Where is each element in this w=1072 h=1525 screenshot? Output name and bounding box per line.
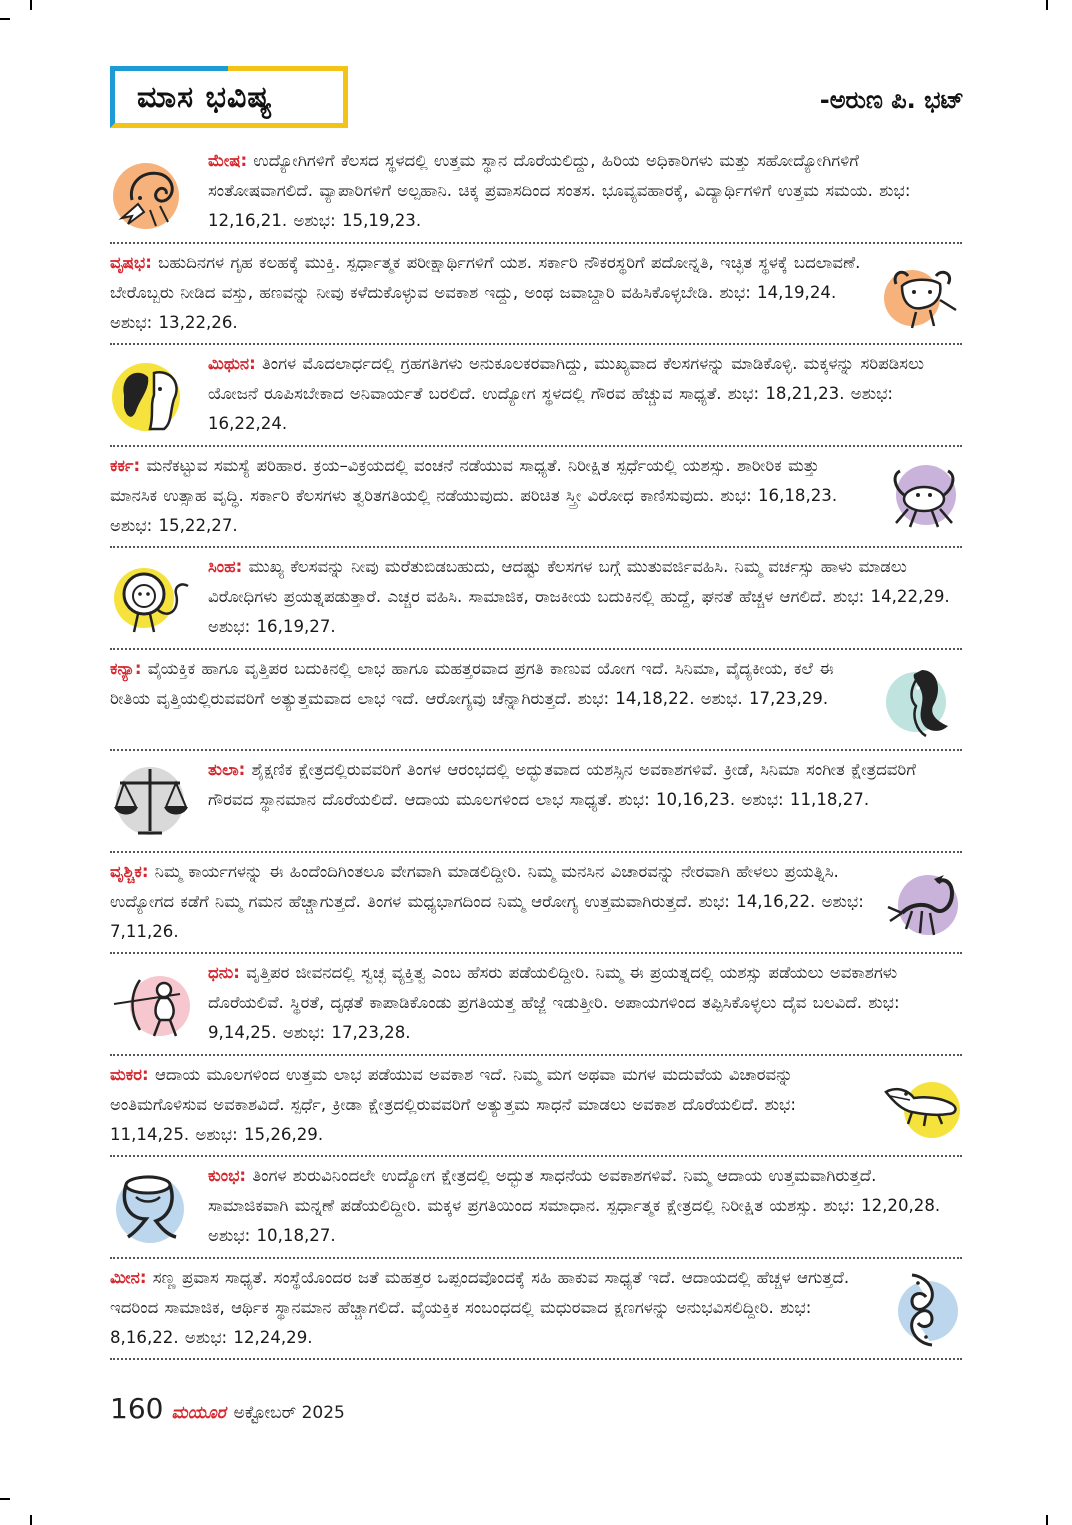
- sign-name: ವೃಶ್ಚಿಕ:: [110, 861, 149, 881]
- entry-text: [110, 654, 870, 714]
- prediction-text: ಮನೆಕಟ್ಟುವ ಸಮಸ್ಯೆ ಪರಿಹಾರ. ಕ್ರಯ–ವಿಕ್ರಯದಲ್ಲಿ ವಂಚನೆ ನಡೆಯುವ ಸಾಧ್ಯತೆ. ನಿರೀಕ್ಷಿತ ಸ್ಪರ್ಧೆಯಲ್ಲಿ ಯಶಸ್ಸು. ಶಾರೀರಿಕ ಮತ್ತು ಮಾನಸಿಕ ಉತ್ಸಾಹ ವೃದ್ಧಿ. ಸರ್ಕಾರಿ ಕೆಲಸಗಳು ತ್ವರಿತಗತಿಯಲ್ಲಿ ನಡೆಯುವುದು. ಪರಿಚಿತ ಸ್ತ್ರೀ ವಿರೋಧ ಕಾಣಿಸುವುದು. ಶುಭ: 16,18,23. ಅಶುಭ: 15,22,27.: [110, 455, 838, 535]
- sign-name: ಮೇಷ:: [208, 151, 248, 170]
- crop-mark: [0, 1498, 10, 1500]
- entry-gemini: [110, 345, 962, 447]
- entry-text: [110, 1060, 870, 1150]
- entry-cancer: [110, 447, 962, 549]
- issue-date: ಅಕ್ಟೋಬರ್ 2025: [233, 1403, 345, 1423]
- crop-mark: [30, 0, 32, 10]
- scales-icon: [110, 761, 190, 841]
- prediction-text: ತಿಂಗಳ ಶುರುವಿನಿಂದಲೇ ಉದ್ಯೋಗ ಕ್ಷೇತ್ರದಲ್ಲಿ ಅದ್ಭುತ ಸಾಧನೆಯ ಅವಕಾಶಗಳಿವೆ. ನಿಮ್ಮ ಆದಾಯ ಉತ್ತಮವಾಗಿರುತ್ತದೆ. ಸಾಮಾಜಿಕವಾಗಿ ಮನ್ನಣೆ ಪಡೆಯಲಿದ್ದೀರಿ. ಮಕ್ಕಳ ಪ್ರಗತಿಯಿಂದ ಸಮಾಧಾನ. ಸ್ಪರ್ಧಾತ್ಮಕ ಕ್ಷೇತ್ರದಲ್ಲಿ ನಿರೀಕ್ಷಿತ ಯಶಸ್ಸು. ಶುಭ: 12,20,28. ಅಶುಭ: 10,18,27.: [208, 1166, 941, 1245]
- prediction-text: ಆದಾಯ ಮೂಲಗಳಿಂದ ಉತ್ತಮ ಲಾಭ ಪಡೆಯುವ ಅವಕಾಶ ಇದೆ. ನಿಮ್ಮ ಮಗ ಅಥವಾ ಮಗಳ ಮದುವೆಯ ವಿಚಾರವನ್ನು ಅಂತಿಮಗೊಳಿಸುವ ಅವಕಾಶವಿದೆ. ಸ್ಪರ್ಧೆ, ಕ್ರೀಡಾ ಕ್ಷೇತ್ರದಲ್ಲಿರುವವರಿಗೆ ಅತ್ಯುತ್ತಮ ಸಾಧನೆ ಮಾಡಲು ಅವಕಾಶ ದೊರೆಯಲಿದೆ. ಶುಭ: 11,14,25. ಅಶುಭ: 15,26,29.: [110, 1064, 796, 1144]
- prediction-text: ಮುಖ್ಯ ಕೆಲಸವನ್ನು ನೀವು ಮರೆತುಬಿಡಬಹುದು, ಆದಷ್ಟು ಕೆಲಸಗಳ ಬಗ್ಗೆ ಮುತುವರ್ಜಿವಹಿಸಿ. ನಿಮ್ಮ ವರ್ಚಸ್ಸು ಹಾಳು ಮಾಡಲು ವಿರೋಧಿಗಳು ಪ್ರಯತ್ನಪಡುತ್ತಾರೆ. ಎಚ್ಚರ ವಹಿಸಿ. ಸಾಮಾಜಿಕ, ರಾಜಕೀಯ ಬದುಕಿನಲ್ಲಿ ಹುದ್ದೆ, ಘನತೆ ಹೆಚ್ಚಳ ಆಗಲಿದೆ. ಶುಭ: 14,22,29. ಅಶುಭ: 16,19,27.: [208, 557, 950, 636]
- entry-virgo: [110, 650, 962, 752]
- scorpion-icon: [882, 863, 962, 943]
- entry-leo: [110, 548, 962, 650]
- entry-sagittarius: [110, 954, 962, 1056]
- twins-icon: [110, 355, 190, 435]
- entry-text: [208, 349, 962, 439]
- crop-mark: [1046, 1515, 1048, 1525]
- prediction-text: ತಿಂಗಳ ಮೊದಲಾರ್ಧದಲ್ಲಿ ಗ್ರಹಗತಿಗಳು ಅನುಕೂಲಕರವಾಗಿದ್ದು, ಮುಖ್ಯವಾದ ಕೆಲಸಗಳನ್ನು ಮಾಡಿಕೊಳ್ಳಿ. ಮಕ್ಕಳನ್ನು ಸರಿಪಡಿಸಲು ಯೋಜನೆ ರೂಪಿಸಬೇಕಾದ ಅನಿವಾರ್ಯತೆ ಬರಲಿದೆ. ಉದ್ಯೋಗ ಸ್ಥಳದಲ್ಲಿ ಗೌರವ ಹೆಚ್ಚುವ ಸಾಧ್ಯತೆ. ಶುಭ: 18,21,23. ಅಶುಭ: 16,22,24.: [208, 354, 925, 433]
- entry-taurus: [110, 244, 962, 346]
- crop-mark: [0, 18, 10, 20]
- sign-name: ಮೀನ:: [110, 1267, 147, 1287]
- sign-name: ಧನು:: [208, 963, 240, 982]
- entry-text: [208, 552, 962, 642]
- ram-icon: [110, 152, 190, 232]
- sign-name: ಮಿಥುನ:: [208, 354, 256, 373]
- prediction-text: ಸಣ್ಣ ಪ್ರವಾಸ ಸಾಧ್ಯತೆ. ಸಂಸ್ಥೆಯೊಂದರ ಜತೆ ಮಹತ್ತರ ಒಪ್ಪಂದವೊಂದಕ್ಕೆ ಸಹಿ ಹಾಕುವ ಸಾಧ್ಯತೆ ಇದೆ. ಆದಾಯದಲ್ಲಿ ಹೆಚ್ಚಳ ಆಗುತ್ತದೆ. ಇದರಿಂದ ಸಾಮಾಜಿಕ, ಆರ್ಥಿಕ ಸ್ಥಾನಮಾನ ಹೆಚ್ಚಾಗಲಿದೆ. ವೈಯಕ್ತಿಕ ಸಂಬಂಧದಲ್ಲಿ ಮಧುರವಾದ ಕ್ಷಣಗಳನ್ನು ಅನುಭವಿಸಲಿದ್ದೀರಿ. ಶುಭ: 8,16,22. ಅಶುಭ: 12,24,29.: [110, 1267, 850, 1347]
- entry-text: [110, 248, 870, 338]
- entry-text: [110, 857, 870, 947]
- sign-name: ಕರ್ಕ:: [110, 455, 141, 475]
- prediction-text: ಉದ್ಯೋಗಿಗಳಿಗೆ ಕೆಲಸದ ಸ್ಥಳದಲ್ಲಿ ಉತ್ತಮ ಸ್ಥಾನ ದೊರೆಯಲಿದ್ದು, ಹಿರಿಯ ಅಧಿಕಾರಿಗಳು ಮತ್ತು ಸಹೋದ್ಯೋಗಿಗಳಿಗೆ ಸಂತೋಷವಾಗಲಿದೆ. ವ್ಯಾಪಾರಿಗಳಿಗೆ ಅಲ್ಪಹಾನಿ. ಚಿಕ್ಕ ಪ್ರವಾಸದಿಂದ ಸಂತಸ. ಭೂವ್ಯವಹಾರಕ್ಕೆ, ವಿದ್ಯಾರ್ಥಿಗಳಿಗೆ ಉತ್ತಮ ಸಮಯ. ಶುಭ: 12,16,21. ಅಶುಭ: 15,19,23.: [208, 151, 911, 230]
- entry-aries: [110, 142, 962, 244]
- entry-text: [208, 755, 962, 815]
- archer-icon: [110, 964, 190, 1044]
- entry-text: [208, 1161, 962, 1251]
- entry-text: [208, 958, 962, 1048]
- magazine-name: ಮಯೂರ: [171, 1403, 226, 1423]
- horoscope-list: [110, 142, 962, 1360]
- prediction-text: ಶೈಕ್ಷಣಿಕ ಕ್ಷೇತ್ರದಲ್ಲಿರುವವರಿಗೆ ತಿಂಗಳ ಆರಂಭದಲ್ಲಿ ಅದ್ಭುತವಾದ ಯಶಸ್ಸಿನ ಅವಕಾಶಗಳಿವೆ. ಕ್ರೀಡೆ, ಸಿನಿಮಾ ಸಂಗೀತ ಕ್ಷೇತ್ರದವರಿಗೆ ಗೌರವದ ಸ್ಥಾನಮಾನ ದೊರೆಯಲಿದೆ. ಆದಾಯ ಮೂಲಗಳಿಂದ ಲಾಭ ಸಾಧ್ಯತೆ. ಶುಭ: 10,16,23. ಅಶುಭ: 11,18,27.: [208, 760, 916, 809]
- sign-name: ಸಿಂಹ:: [208, 557, 243, 576]
- entry-capricorn: [110, 1056, 962, 1158]
- sign-name: ಕುಂಭ:: [208, 1166, 247, 1185]
- page-footer: [110, 1392, 345, 1425]
- page-number: 160: [110, 1392, 164, 1425]
- crop-mark: [30, 1515, 32, 1525]
- crab-icon: [882, 457, 962, 537]
- sign-name: ಮಕರ:: [110, 1064, 149, 1084]
- bull-icon: [882, 254, 962, 334]
- prediction-text: ವೈಯಕ್ತಿಕ ಹಾಗೂ ವೃತ್ತಿಪರ ಬದುಕಿನಲ್ಲಿ ಲಾಭ ಹಾಗೂ ಮಹತ್ತರವಾದ ಪ್ರಗತಿ ಕಾಣುವ ಯೋಗ ಇದೆ. ಸಿನಿಮಾ, ವೈದ್ಯಕೀಯ, ಕಲೆ ಈ ರೀತಿಯ ವೃತ್ತಿಯಲ್ಲಿರುವವರಿಗೆ ಅತ್ಯುತ್ತಮವಾದ ಲಾಭ ಇದೆ. ಆರೋಗ್ಯವು ಚೆನ್ನಾಗಿರುತ್ತದೆ. ಶುಭ: 14,18,22. ಅಶುಭ. 17,23,29.: [110, 658, 834, 708]
- entry-scorpio: [110, 853, 962, 955]
- entry-text: [110, 1263, 870, 1353]
- sign-name: ವೃಷಭ:: [110, 252, 152, 272]
- crop-mark: [1046, 0, 1048, 10]
- entry-text: [208, 146, 962, 236]
- prediction-text: ವೃತ್ತಿಪರ ಜೀವನದಲ್ಲಿ ಸ್ವಚ್ಛ ವ್ಯಕ್ತಿತ್ವ ಎಂಬ ಹೆಸರು ಪಡೆಯಲಿದ್ದೀರಿ. ನಿಮ್ಮ ಈ ಪ್ರಯತ್ನದಲ್ಲಿ ಯಶಸ್ಸು ಪಡೆಯಲು ಅವಕಾಶಗಳು ದೊರೆಯಲಿವೆ. ಸ್ಥಿರತೆ, ದೃಢತೆ ಕಾಪಾಡಿಕೊಂಡು ಪ್ರಗತಿಯತ್ತ ಹೆಜ್ಜೆ ಇಡುತ್ತೀರಿ. ಅಪಾಯಗಳಿಂದ ತಪ್ಪಿಸಿಕೊಳ್ಳಲು ದೈವ ಬಲವಿದೆ. ಶುಭ: 9,14,25. ಅಶುಭ: 17,23,28.: [208, 963, 900, 1042]
- entry-libra: [110, 751, 962, 853]
- sign-name: ಕನ್ಯಾ:: [110, 658, 142, 678]
- author-byline: -ಅರುಣ ಪಿ. ಭಟ್: [819, 86, 964, 114]
- title-box: [110, 66, 348, 128]
- prediction-text: ನಿಮ್ಮ ಕಾರ್ಯಗಳನ್ನು ಈ ಹಿಂದೆಂದಿಗಿಂತಲೂ ವೇಗವಾಗಿ ಮಾಡಲಿದ್ದೀರಿ. ನಿಮ್ಮ ಮನಸಿನ ವಿಚಾರವನ್ನು ನೇರವಾಗಿ ಹೇಳಲು ಪ್ರಯತ್ನಿಸಿ. ಉದ್ಯೋಗದ ಕಡೆಗೆ ನಿಮ್ಮ ಗಮನ ಹೆಚ್ಚಾಗುತ್ತದೆ. ತಿಂಗಳ ಮಧ್ಯಭಾಗದಿಂದ ನಿಮ್ಮ ಆರೋಗ್ಯ ಉತ್ತಮವಾಗಿರುತ್ತದೆ. ಶುಭ: 14,16,22. ಅಶುಭ: 7,11,26.: [110, 861, 864, 941]
- sign-name: ತುಲಾ:: [208, 760, 246, 779]
- page-title: ಮಾಸ ಭವಿಷ್ಯ: [137, 79, 273, 115]
- prediction-text: ಬಹುದಿನಗಳ ಗೃಹ ಕಲಹಕ್ಕೆ ಮುಕ್ತಿ. ಸ್ಪರ್ಧಾತ್ಮಕ ಪರೀಕ್ಷಾರ್ಥಿಗಳಿಗೆ ಯಶ. ಸರ್ಕಾರಿ ನೌಕರಸ್ಥರಿಗೆ ಪದೋನ್ನತಿ, ಇಚ್ಛಿತ ಸ್ಥಳಕ್ಕೆ ಬದಲಾವಣೆ. ಬೇರೊಬ್ಬರು ನೀಡಿದ ವಸ್ತು, ಹಣವನ್ನು ನೀವು ಕಳೆದುಕೊಳ್ಳುವ ಅವಕಾಶ ಇದ್ದು, ಅಂಥ ಜವಾಬ್ದಾರಿ ವಹಿಸಿಕೊಳ್ಳಬೇಡಿ. ಶುಭ: 14,19,24. ಅಶುಭ: 13,22,26.: [110, 252, 861, 332]
- entry-pisces: [110, 1259, 962, 1361]
- crocodile-icon: [882, 1066, 962, 1146]
- water-pot-icon: [110, 1167, 190, 1247]
- entry-text: [110, 451, 870, 541]
- fish-icon: [882, 1269, 962, 1349]
- lion-icon: [110, 558, 190, 638]
- maiden-icon: [882, 660, 962, 740]
- entry-aquarius: [110, 1157, 962, 1259]
